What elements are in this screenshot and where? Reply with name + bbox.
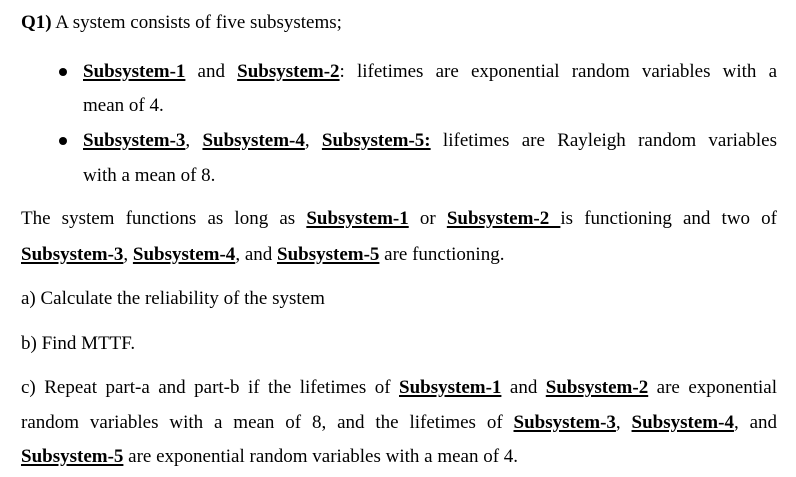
subsystem-2-ref: Subsystem-2: [446, 208, 561, 229]
functions-text: The system functions as long as: [21, 208, 307, 229]
subsystem-5-ref: Subsystem-5: [21, 446, 124, 467]
subsystem-2-ref: Subsystem-2: [237, 61, 340, 82]
bullet-1-description: : lifetimes are exponential random variables with a: [339, 61, 777, 82]
separator: ,: [615, 412, 632, 433]
separator: ,: [185, 130, 203, 151]
separator: ,: [304, 130, 322, 151]
bullet-icon: [59, 68, 67, 76]
subsystem-1-ref: Subsystem-1: [399, 377, 502, 398]
subsystem-1-ref: Subsystem-1: [306, 208, 409, 229]
subsystem-3-ref: Subsystem-3: [513, 412, 616, 433]
question-header: [21, 12, 342, 34]
part-c-text: c) Repeat part-a and part-b if the lifetimes of: [21, 377, 399, 398]
subsystem-1-ref: Subsystem-1: [83, 61, 186, 82]
separator: , and: [235, 244, 277, 265]
question-intro: A system consists of five subsystems;: [51, 12, 342, 33]
part-a: a) Calculate the reliability of the system: [21, 288, 325, 309]
connector-text: or: [408, 208, 447, 229]
subsystem-2-ref: Subsystem-2: [545, 377, 649, 398]
separator: ,: [123, 244, 133, 265]
bullet-1-line-1: [83, 61, 777, 83]
subsystem-5-ref: Subsystem-5:: [321, 130, 431, 151]
question-label: Q1): [21, 12, 52, 33]
bullet-1-line-2: mean of 4.: [83, 95, 164, 116]
part-c-line-1: [21, 377, 777, 399]
part-c-text: , and: [733, 412, 778, 433]
part-c-line-2: [21, 412, 777, 434]
subsystem-4-ref: Subsystem-4: [202, 130, 305, 151]
functions-text: are functioning.: [379, 244, 505, 265]
bullet-icon: [59, 137, 67, 145]
connector-text: and: [185, 61, 238, 82]
bullet-2-description: lifetimes are Rayleigh random variables: [430, 130, 778, 151]
functions-text: is functioning and two of: [560, 208, 778, 229]
subsystem-4-ref: Subsystem-4: [132, 244, 236, 265]
part-c-text: random variables with a mean of 8, and the lifetimes of: [21, 412, 514, 433]
part-c-text: are exponential random variables with a mean of 4.: [123, 446, 519, 467]
part-c-line-3: [21, 446, 518, 468]
subsystem-3-ref: Subsystem-3: [83, 130, 186, 151]
part-c-text: are exponential: [648, 377, 777, 398]
part-b: b) Find MTTF.: [21, 333, 136, 354]
subsystem-5-ref: Subsystem-5: [277, 244, 380, 265]
bullet-2-line-2: with a mean of 8.: [83, 165, 216, 186]
functions-line-2: [21, 244, 504, 266]
subsystem-3-ref: Subsystem-3: [21, 244, 124, 265]
bullet-2-line-1: [83, 130, 777, 152]
subsystem-4-ref: Subsystem-4: [631, 412, 734, 433]
connector-text: and: [501, 377, 546, 398]
functions-line-1: [21, 208, 777, 230]
